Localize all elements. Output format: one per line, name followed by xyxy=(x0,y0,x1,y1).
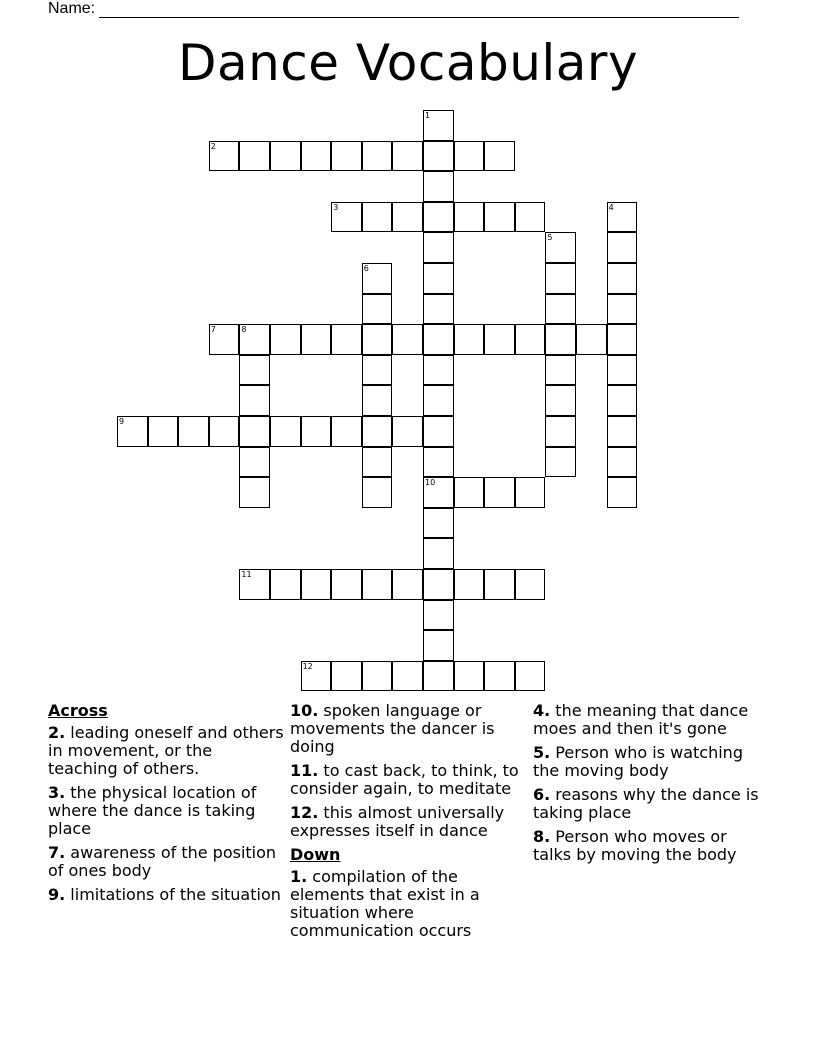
grid-cell[interactable] xyxy=(423,355,454,386)
clue-text: the physical location of where the dance is taking place xyxy=(48,783,257,838)
clue-number: 9. xyxy=(48,885,66,904)
grid-cell[interactable] xyxy=(239,447,270,478)
grid-cell[interactable] xyxy=(576,324,607,355)
clue-number-label: 12 xyxy=(302,661,313,671)
clue-item xyxy=(48,886,284,904)
grid-cell[interactable] xyxy=(484,477,515,508)
clue-number: 5. xyxy=(533,743,551,762)
grid-cell[interactable] xyxy=(362,569,393,600)
grid-cell[interactable] xyxy=(423,508,454,539)
grid-cell[interactable] xyxy=(484,661,515,692)
grid-cell[interactable] xyxy=(484,569,515,600)
grid-cell[interactable] xyxy=(270,324,301,355)
clue-number-label: 5 xyxy=(547,233,553,243)
grid-cell[interactable] xyxy=(454,141,485,172)
grid-cell[interactable] xyxy=(454,477,485,508)
grid-cell[interactable] xyxy=(545,385,576,416)
grid-cell[interactable] xyxy=(423,569,454,600)
grid-cell[interactable] xyxy=(423,324,454,355)
grid-cell[interactable] xyxy=(239,477,270,508)
grid-cell[interactable] xyxy=(545,447,576,478)
grid-cell[interactable] xyxy=(331,569,362,600)
clue-text: reasons why the dance is taking place xyxy=(533,785,759,822)
clue-item xyxy=(290,762,526,798)
grid-cell[interactable] xyxy=(301,416,332,447)
grid-cell[interactable] xyxy=(607,294,638,325)
grid-cell[interactable] xyxy=(607,416,638,447)
grid-cell[interactable] xyxy=(423,538,454,569)
grid-cell[interactable] xyxy=(545,355,576,386)
grid-cell[interactable] xyxy=(362,141,393,172)
clue-number: 2. xyxy=(48,723,66,742)
clue-number: 10. xyxy=(290,701,319,720)
clue-item xyxy=(290,868,526,940)
clue-item xyxy=(48,784,284,838)
clue-item xyxy=(533,744,769,780)
grid-cell[interactable] xyxy=(270,569,301,600)
grid-cell[interactable] xyxy=(362,263,393,294)
clue-text: leading oneself and others in movement, or the teaching of others. xyxy=(48,723,284,778)
grid-cell[interactable] xyxy=(454,324,485,355)
grid-cell[interactable] xyxy=(545,416,576,447)
grid-cell[interactable] xyxy=(148,416,179,447)
grid-cell[interactable] xyxy=(239,324,270,355)
grid-cell[interactable] xyxy=(423,661,454,692)
grid-cell[interactable] xyxy=(239,355,270,386)
clue-number-label: 1 xyxy=(425,111,431,120)
clue-number: 4. xyxy=(533,701,551,720)
page-title: Dance Vocabulary xyxy=(177,34,639,92)
clue-text: limitations of the situation xyxy=(65,885,281,904)
grid-cell[interactable] xyxy=(239,569,270,600)
grid-cell[interactable] xyxy=(515,202,546,233)
grid-cell[interactable] xyxy=(362,661,393,692)
grid-cell[interactable] xyxy=(362,477,393,508)
clue-item xyxy=(533,702,769,738)
grid-cell[interactable] xyxy=(607,232,638,263)
grid-cell[interactable] xyxy=(239,141,270,172)
grid-cell[interactable] xyxy=(331,202,362,233)
grid-cell[interactable] xyxy=(331,141,362,172)
grid-cell[interactable] xyxy=(423,202,454,233)
clue-text: Person who moves or talks by moving the body xyxy=(533,827,737,864)
clue-number-label: 4 xyxy=(608,202,614,212)
grid-cell[interactable] xyxy=(484,202,515,233)
clue-number-label: 2 xyxy=(210,141,216,151)
grid-cell[interactable] xyxy=(454,569,485,600)
clue-number-label: 7 xyxy=(210,325,216,335)
grid-cell[interactable] xyxy=(362,416,393,447)
grid-cell[interactable] xyxy=(392,202,423,233)
grid-cell[interactable] xyxy=(270,416,301,447)
grid-cell[interactable] xyxy=(607,447,638,478)
clue-column-2 xyxy=(290,702,526,946)
grid-cell[interactable] xyxy=(362,355,393,386)
grid-cell[interactable] xyxy=(117,416,148,447)
grid-cell[interactable] xyxy=(209,416,240,447)
grid-cell[interactable] xyxy=(423,416,454,447)
grid-cell[interactable] xyxy=(331,416,362,447)
grid-cell[interactable] xyxy=(545,263,576,294)
grid-cell[interactable] xyxy=(423,294,454,325)
clue-item xyxy=(48,724,284,778)
clue-column-1 xyxy=(48,702,284,910)
clue-number-label: 6 xyxy=(363,264,369,273)
grid-cell[interactable] xyxy=(239,416,270,447)
grid-cell[interactable] xyxy=(362,447,393,478)
grid-cell[interactable] xyxy=(515,477,546,508)
grid-cell[interactable] xyxy=(454,661,485,692)
grid-cell[interactable] xyxy=(607,263,638,294)
clue-text: spoken language or movements the dancer is doing xyxy=(290,701,495,756)
grid-cell[interactable] xyxy=(239,385,270,416)
grid-cell[interactable] xyxy=(331,324,362,355)
clue-number: 6. xyxy=(533,785,551,804)
grid-cell[interactable] xyxy=(392,661,423,692)
grid-cell[interactable] xyxy=(362,385,393,416)
clue-item xyxy=(48,844,284,880)
down-heading: Down xyxy=(290,845,341,864)
grid-cell[interactable] xyxy=(423,630,454,661)
clue-number: 3. xyxy=(48,783,66,802)
grid-cell[interactable] xyxy=(545,232,576,263)
grid-cell[interactable] xyxy=(515,324,546,355)
clue-number-label: 3 xyxy=(333,202,339,212)
grid-cell[interactable] xyxy=(545,324,576,355)
clue-column-3 xyxy=(533,702,769,870)
grid-cell[interactable] xyxy=(392,569,423,600)
grid-cell[interactable] xyxy=(484,324,515,355)
grid-cell[interactable] xyxy=(331,661,362,692)
grid-cell[interactable] xyxy=(301,324,332,355)
grid-cell[interactable] xyxy=(607,324,638,355)
clue-number: 7. xyxy=(48,843,66,862)
clue-item xyxy=(533,828,769,864)
grid-cell[interactable] xyxy=(423,477,454,508)
grid-cell[interactable] xyxy=(362,324,393,355)
grid-cell[interactable] xyxy=(607,477,638,508)
clue-item xyxy=(290,702,526,756)
grid-cell[interactable] xyxy=(423,110,454,141)
clue-number: 8. xyxy=(533,827,551,846)
grid-cell[interactable] xyxy=(423,263,454,294)
grid-cell[interactable] xyxy=(301,661,332,692)
grid-cell[interactable] xyxy=(423,232,454,263)
clue-text: Person who is watching the moving body xyxy=(533,743,743,780)
grid-cell[interactable] xyxy=(423,385,454,416)
clue-number: 12. xyxy=(290,803,319,822)
clue-number-label: 8 xyxy=(241,325,247,335)
name-label: Name: xyxy=(48,0,96,17)
grid-cell[interactable] xyxy=(392,141,423,172)
grid-cell[interactable] xyxy=(270,141,301,172)
grid-cell[interactable] xyxy=(607,385,638,416)
grid-cell[interactable] xyxy=(423,141,454,172)
clue-number: 1. xyxy=(290,867,308,886)
clue-item xyxy=(533,786,769,822)
grid-cell[interactable] xyxy=(607,202,638,233)
grid-cell[interactable] xyxy=(423,600,454,631)
clue-number: 11. xyxy=(290,761,319,780)
grid-cell[interactable] xyxy=(515,661,546,692)
clue-text: compilation of the elements that exist in a situation where communication occurs xyxy=(290,867,480,940)
grid-cell[interactable] xyxy=(301,569,332,600)
clue-number-label: 9 xyxy=(119,417,125,426)
clue-number-label: 11 xyxy=(241,570,252,579)
grid-cell[interactable] xyxy=(515,569,546,600)
grid-cell[interactable] xyxy=(484,141,515,172)
clue-text: to cast back, to think, to consider again, to meditate xyxy=(290,761,519,798)
clue-text: the meaning that dance moes and then it's gone xyxy=(533,701,749,738)
grid-cell[interactable] xyxy=(209,141,240,172)
grid-cell[interactable] xyxy=(301,141,332,172)
clue-item xyxy=(290,804,526,840)
grid-cell[interactable] xyxy=(423,171,454,202)
grid-cell[interactable] xyxy=(607,355,638,386)
grid-cell[interactable] xyxy=(454,202,485,233)
grid-cell[interactable] xyxy=(362,202,393,233)
grid-cell[interactable] xyxy=(362,294,393,325)
grid-cell[interactable] xyxy=(423,447,454,478)
grid-cell[interactable] xyxy=(392,324,423,355)
clue-text: awareness of the position of ones body xyxy=(48,843,277,880)
grid-cell[interactable] xyxy=(545,294,576,325)
grid-cell[interactable] xyxy=(209,324,240,355)
grid-cell[interactable] xyxy=(178,416,209,447)
across-heading: Across xyxy=(48,701,108,720)
clue-text: this almost universally expresses itself in dance xyxy=(290,803,505,840)
grid-cell[interactable] xyxy=(392,416,423,447)
clue-number-label: 10 xyxy=(425,478,436,488)
